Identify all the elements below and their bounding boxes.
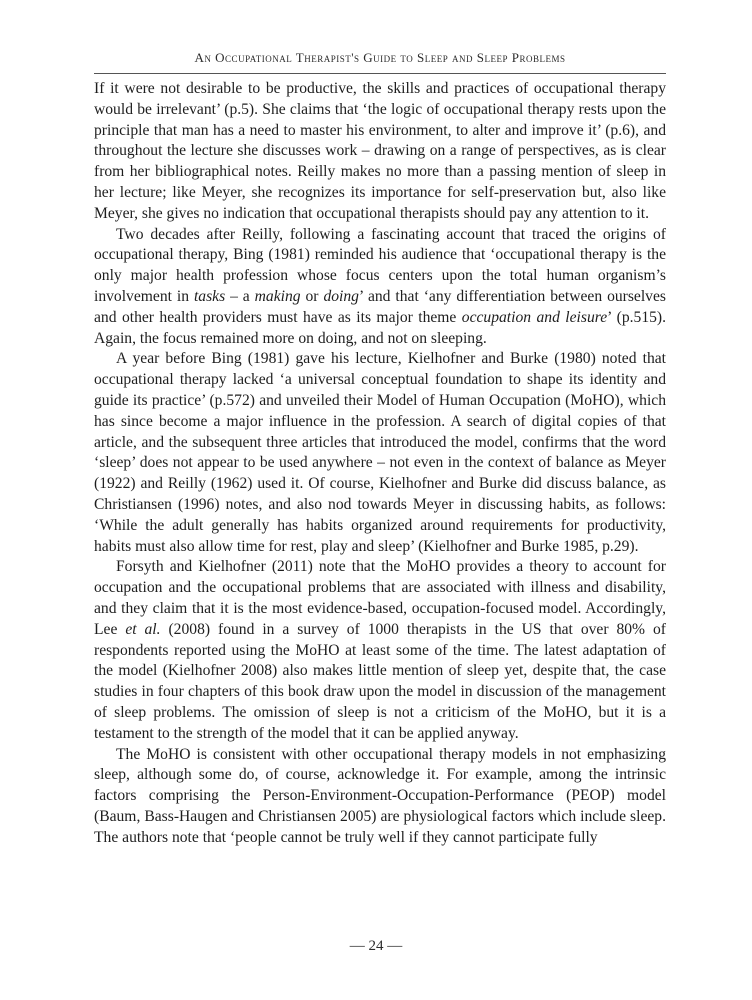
text-run: Two decades after Reilly, following a fascinating account that traced the origins of occupational therapy, Bing (1981) reminded his audience that ‘occupational therapy is the only major health profession whose focus centers upon the total human organism’s involvement in (94, 225, 666, 305)
paragraph (94, 745, 666, 849)
text-run: Forsyth and Kielhofner (2011) note that the MoHO provides a theory to account for occupation and the occupational problems that are associated with illness and disability, and they claim that it is the most evidence-based, occupation-focused model. Accordingly, Lee (94, 558, 666, 638)
page-number: — 24 — (349, 938, 403, 954)
italic-text: making (254, 287, 301, 305)
text-run: or (300, 287, 324, 305)
running-head: An Occupational Therapist's Guide to Sleep and Sleep Problems (194, 50, 566, 65)
text-run: – a (225, 287, 255, 305)
paragraph (94, 557, 666, 744)
text-run: ’ (p.515). Again, the focus remained more on doing, and not on sleeping. (94, 308, 667, 347)
italic-text: et al. (125, 620, 161, 638)
text-run: A year before Bing (1981) gave his lecture, Kielhofner and Burke (1980) noted that occupational therapy lacked ‘a universal conceptual foundation to shape its identity and guide its practice’ (p.572) and unveiled their Model of Human Occupation (MoHO), which has since become a major influence in the profession. A search of digital copies of that article, and the subsequent three articles that introduced the model, confirms that the word ‘sleep’ does not appear to be used anywhere – not even in the context of balance as Meyer (1922) and Reilly (1962) used it. Of course, Kielhofner and Burke did discuss balance, as Christiansen (1996) notes, and also nod towards Meyer in discussing habits, as follows: ‘While the adult generally has habits organized around requirements for productivity, habits must also allow time for rest, play and sleep’ (Kielhofner and Burke 1985, p.29). (94, 350, 666, 555)
header-rule (94, 73, 666, 74)
paragraph (94, 349, 666, 557)
text-run: If it were not desirable to be productive, the skills and practices of occupational therapy would be irrelevant’ (p.5). She claims that ‘the logic of occupational therapy rests upon the principle that man has a need to master his environment, to alter and improve it’ (p.6), and throughout the lecture she discusses work – drawing on a range of perspectives, as is clear from her bibliographical notes. Reilly makes no more than a passing mention of sleep in her lecture; like Meyer, she recognizes its importance for self-preservation but, also like Meyer, she gives no indication that occupational therapists should pay any attention to it. (94, 80, 666, 222)
paragraph (94, 79, 666, 225)
paragraph (94, 225, 666, 350)
text-run: ’ and that ‘any differentiation between ourselves and other health providers must have as its major theme (94, 287, 666, 326)
text-run: (2008) found in a survey of 1000 therapists in the US that over 80% of respondents reported using the MoHO at least some of the time. The latest adaptation of the model (Kielhofner 2008) also makes little mention of sleep yet, despite that, the case studies in four chapters of this book draw upon the model in discussion of the management of sleep problems. The omission of sleep is not a criticism of the MoHO, but it is a testament to the strength of the model that it can be applied anyway. (94, 620, 666, 742)
italic-text: doing (323, 287, 359, 305)
italic-text: tasks (193, 287, 226, 305)
text-run: The MoHO is consistent with other occupational therapy models in not emphasizing sleep, although some do, of course, acknowledge it. For example, among the intrinsic factors comprising the Person-Environment-Occupation-Performance (PEOP) model (Baum, Bass-Haugen and Christiansen 2005) are physiological factors which include sleep. The authors note that ‘people cannot be truly well if they cannot participate fully (94, 745, 666, 846)
italic-text: occupation and leisure (461, 308, 608, 326)
body-text (94, 79, 666, 848)
